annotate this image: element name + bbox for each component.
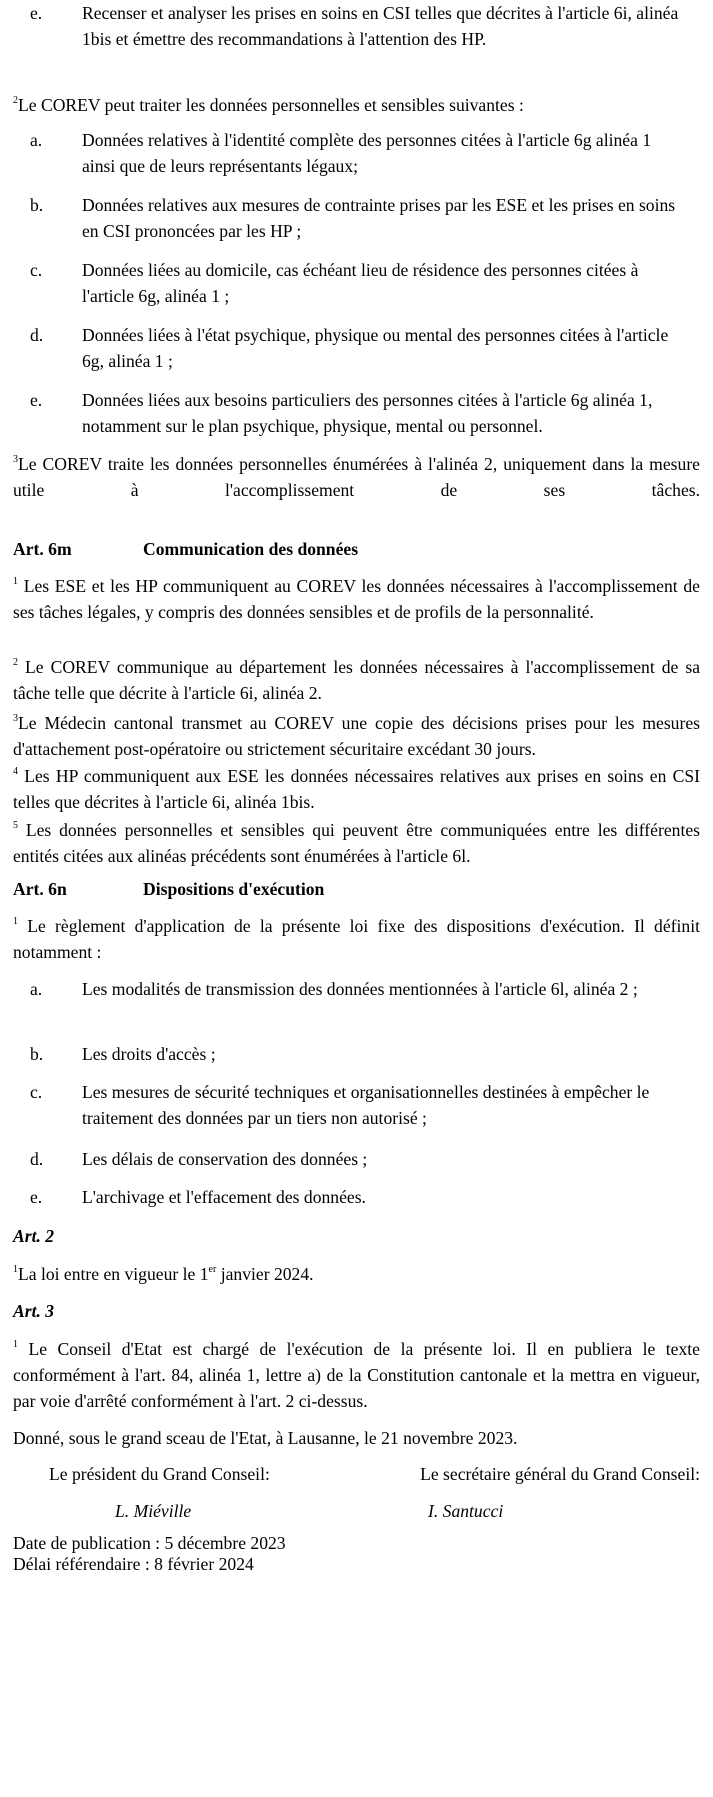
secretary-name: I. Santucci: [428, 1501, 504, 1521]
list-letter: d.: [30, 1149, 44, 1169]
list-letter: a.: [30, 979, 43, 999]
superscript: er: [208, 1264, 217, 1276]
paragraph-text: Le COREV traite les données personnelles énumérées à l'alinéa 2, uniquement dans la mesure utile à l'accomplissement de ses tâches.: [13, 454, 700, 500]
list-item-text: Données relatives aux mesures de contrainte prises par les ESE et les prises en soins en CSI prononcées par les HP ;: [82, 195, 676, 241]
paragraph-number: 5: [13, 820, 18, 832]
list-letter: e.: [30, 1187, 43, 1207]
paragraph-text: Le COREV communique au département les données nécessaires à l'accomplissement de sa tâche telle que décrite à l'article 6i, alinéa 2.: [13, 657, 700, 703]
list-letter: d.: [30, 325, 44, 345]
art6m-paragraph-1: [13, 573, 700, 625]
list-letter: b.: [30, 1044, 44, 1064]
paragraph-number: 2: [13, 95, 18, 107]
secretary-title: Le secrétaire général du Grand Conseil:: [420, 1464, 700, 1484]
paragraph-text: Le COREV peut traiter les données personnelles et sensibles suivantes :: [18, 95, 524, 115]
art6m-paragraph-5: [13, 817, 700, 869]
article-2-heading: Art. 2: [13, 1226, 55, 1246]
president-title: Le président du Grand Conseil:: [49, 1464, 270, 1484]
paragraph-text: Les HP communiquent aux ESE les données nécessaires relatives aux prises en soins en CSI telles que décrites à l'article 6i, alinéa 1bis.: [13, 766, 700, 812]
list-letter: c.: [30, 1082, 43, 1102]
paragraph-number: 4: [13, 766, 18, 778]
list-letter: b.: [30, 195, 44, 215]
article-6n-heading: [13, 876, 324, 902]
paragraph-number: 2: [13, 657, 18, 669]
paragraph-text: Le règlement d'application de la présente loi fixe des dispositions d'exécution. Il définit notamment :: [13, 916, 700, 962]
paragraph-3: [13, 451, 700, 503]
list-item-text: Données relatives à l'identité complète des personnes citées à l'article 6g alinéa 1 ainsi que de leurs représentants légaux;: [82, 130, 652, 176]
paragraph-text: Le Conseil d'Etat est chargé de l'exécution de la présente loi. Il en publiera le texte conformément à l'art. 84, alinéa 1, lettre a) de la Constitution cantonale et la mettra en vigueur, par voie d'arrêté conformément à l'art. 2 ci-dessus.: [13, 1339, 700, 1411]
list-item-text: Données liées au domicile, cas échéant lieu de résidence des personnes citées à l'article 6g, alinéa 1 ;: [82, 260, 639, 306]
paragraph-text: Les ESE et les HP communiquent au COREV les données nécessaires à l'accomplissement de ses tâches légales, y compris des données sensibles et de profils de la personnalité.: [13, 576, 700, 622]
art3-paragraph-1: [13, 1336, 700, 1414]
paragraph-number: 3: [13, 713, 18, 725]
list-item-text: L'archivage et l'effacement des données.: [82, 1187, 366, 1207]
paragraph-text-end: janvier 2024.: [216, 1264, 314, 1284]
article-number: Art. 6m: [13, 539, 72, 559]
art6n-paragraph-1: [13, 913, 700, 965]
art6m-paragraph-3: [13, 710, 700, 762]
paragraph-number: 1: [13, 916, 18, 928]
paragraph-text: Les données personnelles et sensibles qui peuvent être communiquées entre les différentes entités citées aux alinéas précédents sont énumérées à l'article 6l.: [13, 820, 700, 866]
art6m-paragraph-2: [13, 654, 700, 706]
paragraph-number: 1: [13, 1339, 18, 1351]
list-item-text: Les droits d'accès ;: [82, 1044, 216, 1064]
paragraph-text: La loi entre en vigueur le 1: [18, 1264, 209, 1284]
referendum-deadline: Délai référendaire : 8 février 2024: [13, 1554, 254, 1574]
paragraph-number: 1: [13, 576, 18, 588]
list-item-text: Les modalités de transmission des données mentionnées à l'article 6l, alinéa 2 ;: [82, 979, 638, 999]
article-3-heading: Art. 3: [13, 1301, 55, 1321]
paragraph-number: 1: [13, 1264, 18, 1276]
article-title: Communication des données: [143, 539, 359, 559]
art6m-paragraph-4: [13, 763, 700, 815]
president-name: L. Miéville: [115, 1501, 192, 1521]
list-item-text: Les délais de conservation des données ;: [82, 1149, 368, 1169]
paragraph-text: Le Médecin cantonal transmet au COREV une copie des décisions prises pour les mesures d'attachement post-opératoire ou strictement sécuritaire excédant 30 jours.: [13, 713, 700, 759]
list-item-text: Données liées aux besoins particuliers des personnes citées à l'article 6g alinéa 1, notamment sur le plan psychique, physique, mental ou personnel.: [82, 390, 653, 436]
article-number: Art. 6n: [13, 879, 67, 899]
art2-paragraph-1: [13, 1261, 700, 1287]
paragraph-2: [13, 92, 700, 118]
list-letter: e.: [30, 3, 43, 23]
list-letter: e.: [30, 390, 43, 410]
list-letter: c.: [30, 260, 43, 280]
publication-date: Date de publication : 5 décembre 2023: [13, 1533, 286, 1553]
article-6m-heading: [13, 536, 358, 562]
list-item-text: Recenser et analyser les prises en soins en CSI telles que décrites à l'article 6i, alinéa 1bis et émettre des recommandations à l'attention des HP.: [82, 3, 679, 49]
list-letter: a.: [30, 130, 43, 150]
article-title: Dispositions d'exécution: [143, 879, 325, 899]
closing-formula: Donné, sous le grand sceau de l'Etat, à Lausanne, le 21 novembre 2023.: [13, 1428, 518, 1448]
list-item-text: Les mesures de sécurité techniques et organisationnelles destinées à empêcher le traitement des données par un tiers non autorisé ;: [82, 1082, 650, 1128]
list-item-text: Données liées à l'état psychique, physique ou mental des personnes citées à l'article 6g, alinéa 1 ;: [82, 325, 669, 371]
paragraph-number: 3: [13, 454, 18, 466]
